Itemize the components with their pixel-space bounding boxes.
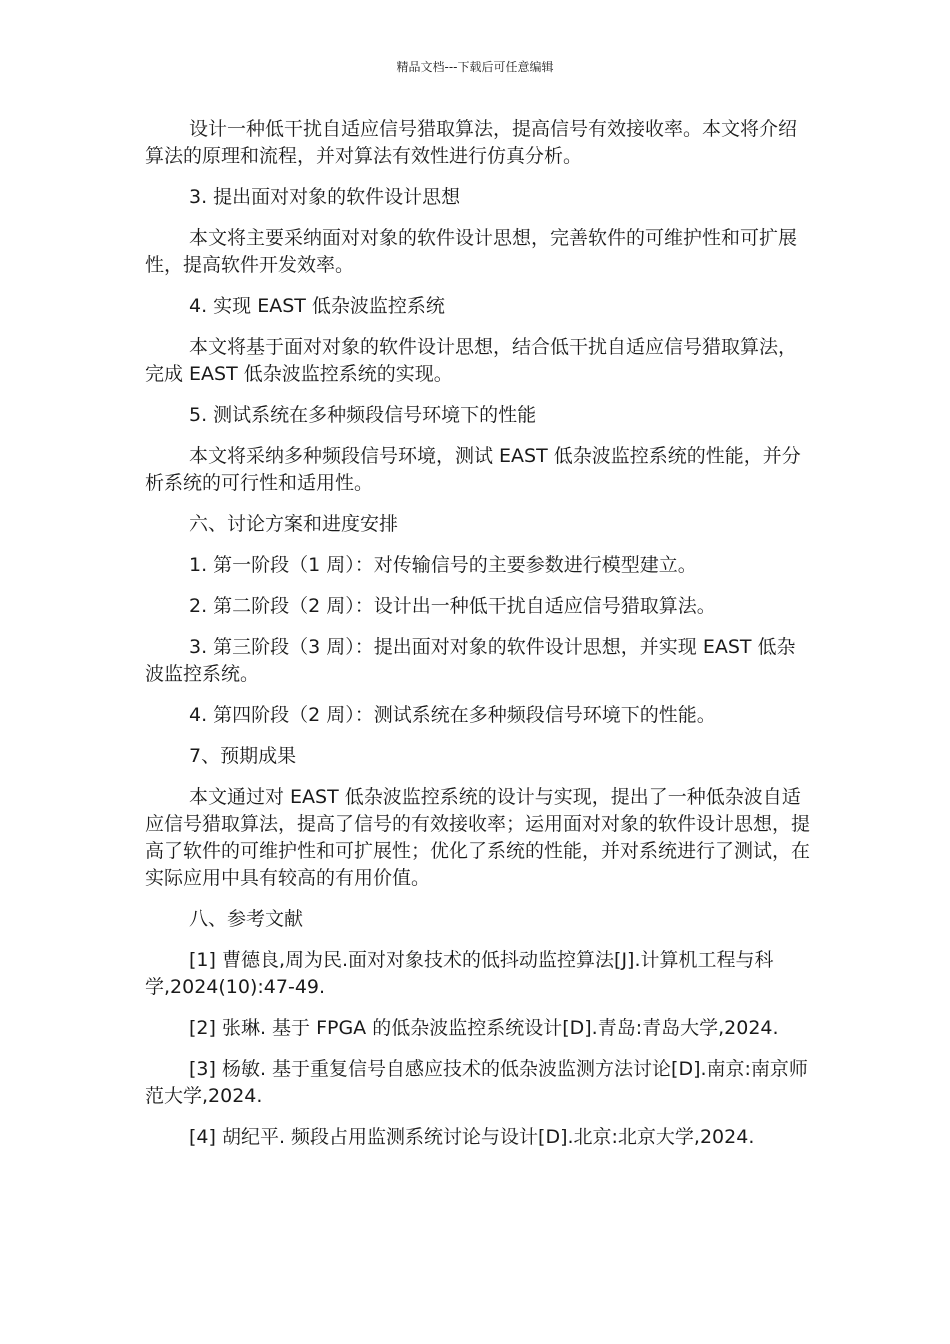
paragraph-algorithm-design: 设计一种低干扰自适应信号猎取算法，提高信号有效接收率。本文将介绍算法的原理和流程，并对算法有效性进行仿真分析。 bbox=[145, 118, 798, 167]
reference-item-2: [2] 张琳. 基于 FPGA 的低杂波监控系统设计[D].青岛:青岛大学,2024. bbox=[189, 1017, 779, 1039]
schedule-stage-2: 2. 第二阶段（2 周）：设计出一种低干扰自适应信号猎取算法。 bbox=[189, 595, 716, 617]
heading-item-5: 5. 测试系统在多种频段信号环境下的性能 bbox=[189, 404, 537, 426]
schedule-stage-1: 1. 第一阶段（1 周）：对传输信号的主要参数进行模型建立。 bbox=[189, 554, 697, 576]
schedule-stage-4: 4. 第四阶段（2 周）：测试系统在多种频段信号环境下的性能。 bbox=[189, 704, 716, 726]
paragraph-system-testing: 本文将采纳多种频段信号环境，测试 EAST 低杂波监控系统的性能，并分析系统的可行性和适用性。 bbox=[145, 445, 801, 494]
section-heading-references: 八、参考文献 bbox=[189, 908, 304, 930]
paragraph-expected-results: 本文通过对 EAST 低杂波监控系统的设计与实现，提出了一种低杂波自适应信号猎取算法，提高了信号的有效接收率；运用面对对象的软件设计思想，提高了软件的可维护性和可扩展性；优化了系统的性能，并对系统进行了测试，在实际应用中具有较高的有用价值。 bbox=[145, 786, 811, 889]
paragraph-system-implementation: 本文将基于面对对象的软件设计思想，结合低干扰自适应信号猎取算法，完成 EAST 低杂波监控系统的实现。 bbox=[145, 336, 798, 385]
page-header-watermark: 精品文档---下载后可任意编辑 bbox=[396, 60, 554, 74]
schedule-stage-3: 3. 第三阶段（3 周）：提出面对对象的软件设计思想，并实现 EAST 低杂波监控系统。 bbox=[145, 636, 796, 685]
heading-item-4: 4. 实现 EAST 低杂波监控系统 bbox=[189, 295, 445, 317]
reference-item-3: [3] 杨敏. 基于重复信号自感应技术的低杂波监测方法讨论[D].南京:南京师范大学,2024. bbox=[145, 1058, 808, 1107]
paragraph-oop-design: 本文将主要采纳面对对象的软件设计思想，完善软件的可维护性和可扩展性，提高软件开发效率。 bbox=[145, 227, 798, 276]
section-heading-expected-results: 7、预期成果 bbox=[189, 745, 297, 767]
document-body bbox=[145, 116, 813, 1165]
reference-item-1: [1] 曹德良,周为民.面对对象技术的低抖动监控算法[J].计算机工程与科学,2024(10):47-49. bbox=[145, 949, 774, 998]
section-heading-schedule: 六、讨论方案和进度安排 bbox=[189, 513, 399, 535]
heading-item-3: 3. 提出面对对象的软件设计思想 bbox=[189, 186, 461, 208]
reference-item-4: [4] 胡纪平. 频段占用监测系统讨论与设计[D].北京:北京大学,2024. bbox=[189, 1126, 755, 1148]
